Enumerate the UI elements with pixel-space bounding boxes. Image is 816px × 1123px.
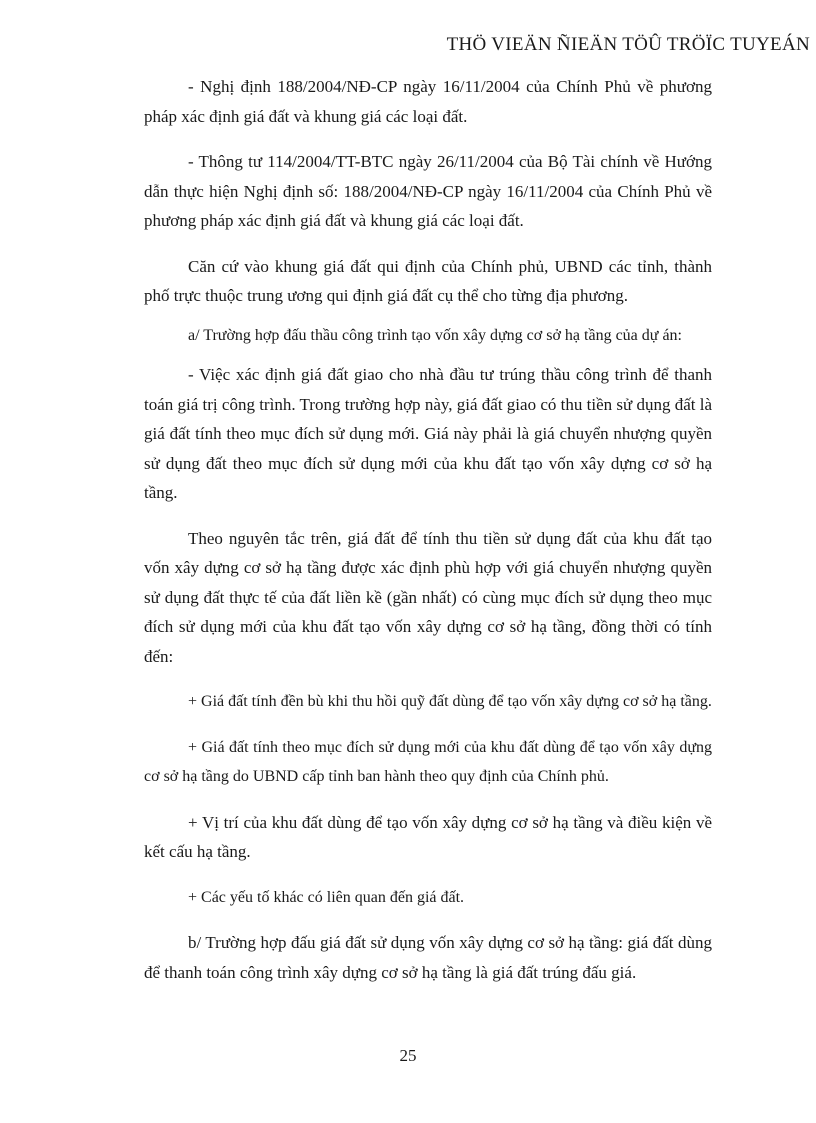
paragraph-section-a-heading: a/ Trường hợp đấu thầu công trình tạo vốn xây dựng cơ sở hạ tầng của dự án: bbox=[188, 326, 682, 344]
paragraph-bullet-location: + Vị trí của khu đất dùng để tạo vốn xây dựng cơ sở hạ tầng và điều kiện về kết cấu hạ tầng. bbox=[144, 812, 712, 861]
paragraph-price-framework: Căn cứ vào khung giá đất qui định của Chính phủ, UBND các tỉnh, thành phố trực thuộc trung ương qui định giá đất cụ thể cho từng địa phương. bbox=[144, 256, 712, 305]
paragraph-section-a-body: - Việc xác định giá đất giao cho nhà đầu tư trúng thầu công trình để thanh toán giá trị công trình. Trong trường hợp này, giá đất giao có thu tiền sử dụng đất là giá đất tính theo mục đích sử dụng mới. Giá này phải là giá chuyển nhượng quyền sử dụng đất theo mục đích sử dụng mới của khu đất tạo vốn xây dựng cơ sở hạ tầng. bbox=[144, 365, 712, 502]
page-header: THÖ VIEÄN ÑIEÄN TÖÛ TRÖÏC TUYEÁN bbox=[446, 34, 810, 55]
paragraph-decree-188: - Nghị định 188/2004/NĐ-CP ngày 16/11/2004 của Chính Phủ về phương pháp xác định giá đất và khung giá các loại đất. bbox=[144, 77, 712, 126]
paragraph-principle: Theo nguyên tắc trên, giá đất để tính thu tiền sử dụng đất của khu đất tạo vốn xây dựng cơ sở hạ tầng được xác định phù hợp với giá chuyển nhượng quyền sử dụng đất thực tế của đất liền kề (gần nhất) có cùng mục đích sử dụng theo mục đích sử dụng mới của khu đất tạo vốn xây dựng cơ sở hạ tầng, đồng thời có tính đến: bbox=[144, 528, 712, 666]
paragraph-bullet-other-factors: + Các yếu tố khác có liên quan đến giá đất. bbox=[188, 888, 465, 906]
page-number: 25 bbox=[399, 1046, 417, 1065]
paragraph-circular-114: - Thông tư 114/2004/TT-BTC ngày 26/11/2004 của Bộ Tài chính về Hướng dẫn thực hiện Nghị định số: 188/2004/NĐ-CP ngày 16/11/2004 của Chính Phủ về phương pháp xác định giá đất và khung giá các loại đất. bbox=[144, 152, 712, 230]
document-body bbox=[144, 72, 712, 987]
paragraph-bullet-compensation: + Giá đất tính đền bù khi thu hồi quỹ đất dùng để tạo vốn xây dựng cơ sở hạ tầng. bbox=[188, 693, 712, 710]
paragraph-section-b: b/ Trường hợp đấu giá đất sử dụng vốn xây dựng cơ sở hạ tầng: giá đất dùng để thanh toán công trình xây dựng cơ sở hạ tầng là giá đất trúng đấu giá. bbox=[144, 933, 712, 982]
paragraph-bullet-new-purpose: + Giá đất tính theo mục đích sử dụng mới của khu đất dùng để tạo vốn xây dựng cơ sở hạ tầng do UBND cấp tỉnh ban hành theo quy định của Chính phủ. bbox=[144, 738, 712, 785]
